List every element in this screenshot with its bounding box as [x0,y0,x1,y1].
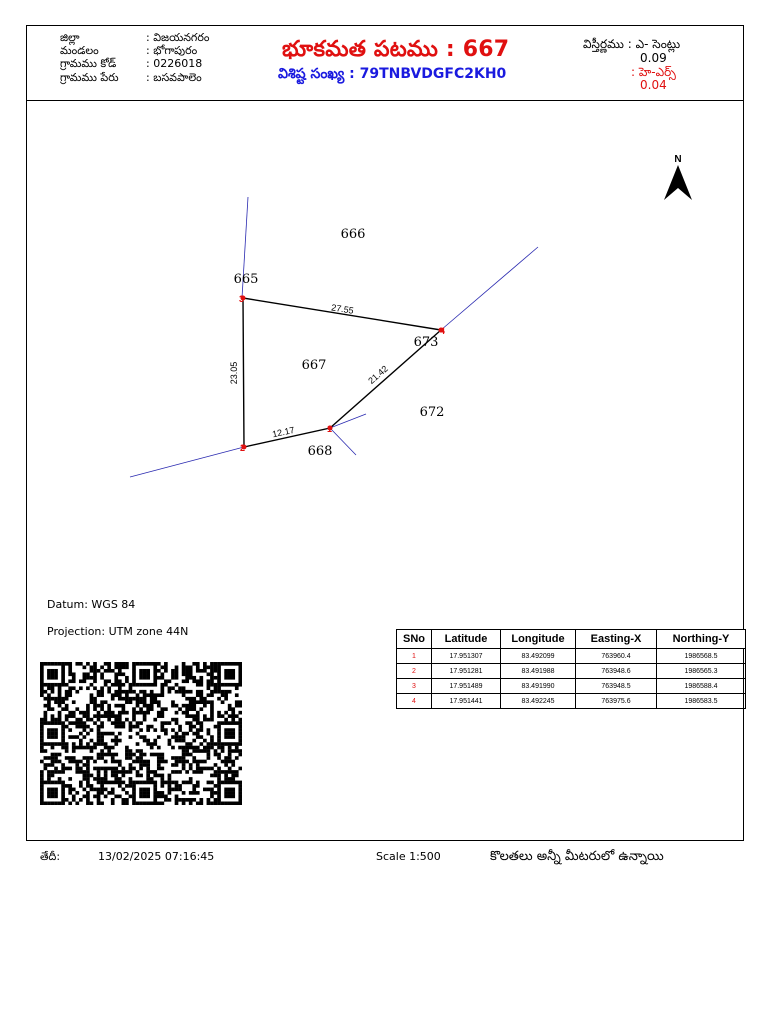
table-row [397,664,746,679]
table-cell: 3 [397,679,432,694]
coordinates-table [396,629,746,709]
table-row [397,649,746,664]
edge-length-2-3: 23.05 [229,361,239,385]
table-cell: 83.491988 [501,664,576,679]
column-header: SNo [397,630,432,649]
column-header: Latitude [432,630,501,649]
table-cell: 763948.6 [576,664,657,679]
table-cell: 83.491990 [501,679,576,694]
neighbor-boundaries [130,197,538,477]
vertex-markers [241,296,444,450]
table-cell: 763948.5 [576,679,657,694]
table-row [397,679,746,694]
edge-length-2-1: 12.17 [271,424,296,440]
table-cell: 1986565.3 [657,664,746,679]
north-label: N [674,154,682,165]
table-cell: 763975.6 [576,694,657,709]
table-header-row [397,630,746,649]
neighbor-line [330,414,366,428]
area-value-acre: 0.09 [640,50,667,65]
column-header: Easting-X [576,630,657,649]
table-cell: 4 [397,694,432,709]
area-unit-hectare: : హె-ఎర్స్ [631,64,676,79]
scale-text: Scale 1:500 [376,850,441,863]
vertex-label-2: 2 [240,443,246,453]
info-key: గ్రామము కోడ్ [60,57,117,71]
table-row [397,694,746,709]
table-cell: 83.492099 [501,649,576,664]
table-cell: 17.951489 [432,679,501,694]
parcel-label-666: 666 [340,227,366,242]
neighbor-line [330,428,356,455]
parcel-label-673: 673 [413,335,439,350]
area-label: విస్తీర్ణము [583,37,624,51]
vertex-label-3: 3 [239,294,245,304]
units-note: కొలతలు అన్నీ మీటరులో ఉన్నాయి [490,849,664,864]
edge-length-1-4: 21.42 [366,363,390,386]
neighbor-line [130,447,244,477]
unique-id: విశిష్ట సంఖ్య : 79TNBVDGFC2KH0 [278,66,507,82]
vertex-label-4: 4 [440,326,446,336]
parcel-label-668: 668 [307,444,333,459]
table-cell: 17.951281 [432,664,501,679]
table-cell: 1986583.5 [657,694,746,709]
parcel-label-665: 665 [233,272,259,287]
qr-code-icon [40,662,242,805]
neighbor-line [441,247,538,330]
info-value: : విజయనగరం [146,31,210,44]
vertex-labels [239,294,445,453]
column-header: Longitude [501,630,576,649]
info-value: : బసవపాలెం [146,70,202,84]
area-unit-acre: : ఎ- సెంట్లు [627,37,681,51]
parcel-label-667: 667 [301,358,327,373]
area-value-hectare: 0.04 [640,78,667,93]
date-label: తేదీ: [40,850,61,863]
info-key: జిల్లా [60,31,80,44]
info-key: మండలం [60,44,99,58]
page-title: భూకమత పటము : 667 [282,37,510,62]
table-cell: 17.951441 [432,694,501,709]
table-cell: 763960.4 [576,649,657,664]
parcel-667-boundary [243,298,441,447]
datum-text: Datum: WGS 84 [47,598,136,611]
table-cell: 17.951307 [432,649,501,664]
vertex-label-1: 1 [327,424,333,434]
edge-length-3-4: 27.55 [330,302,355,316]
table-cell: 1986568.5 [657,649,746,664]
table-cell: 83.492245 [501,694,576,709]
table-cell: 1 [397,649,432,664]
north-arrow-icon [664,154,692,200]
column-header: Northing-Y [657,630,746,649]
table-cell: 1986588.4 [657,679,746,694]
table-cell: 2 [397,664,432,679]
info-key: గ్రామము పేరు [60,70,119,84]
projection-text: Projection: UTM zone 44N [47,625,189,638]
date-time: 13/02/2025 07:16:45 [98,850,215,863]
north-arrow-shape [664,165,692,200]
info-value: : 0226018 [146,57,203,71]
parcel-label-672: 672 [419,405,445,420]
info-value: : భోగాపురం [146,44,198,58]
